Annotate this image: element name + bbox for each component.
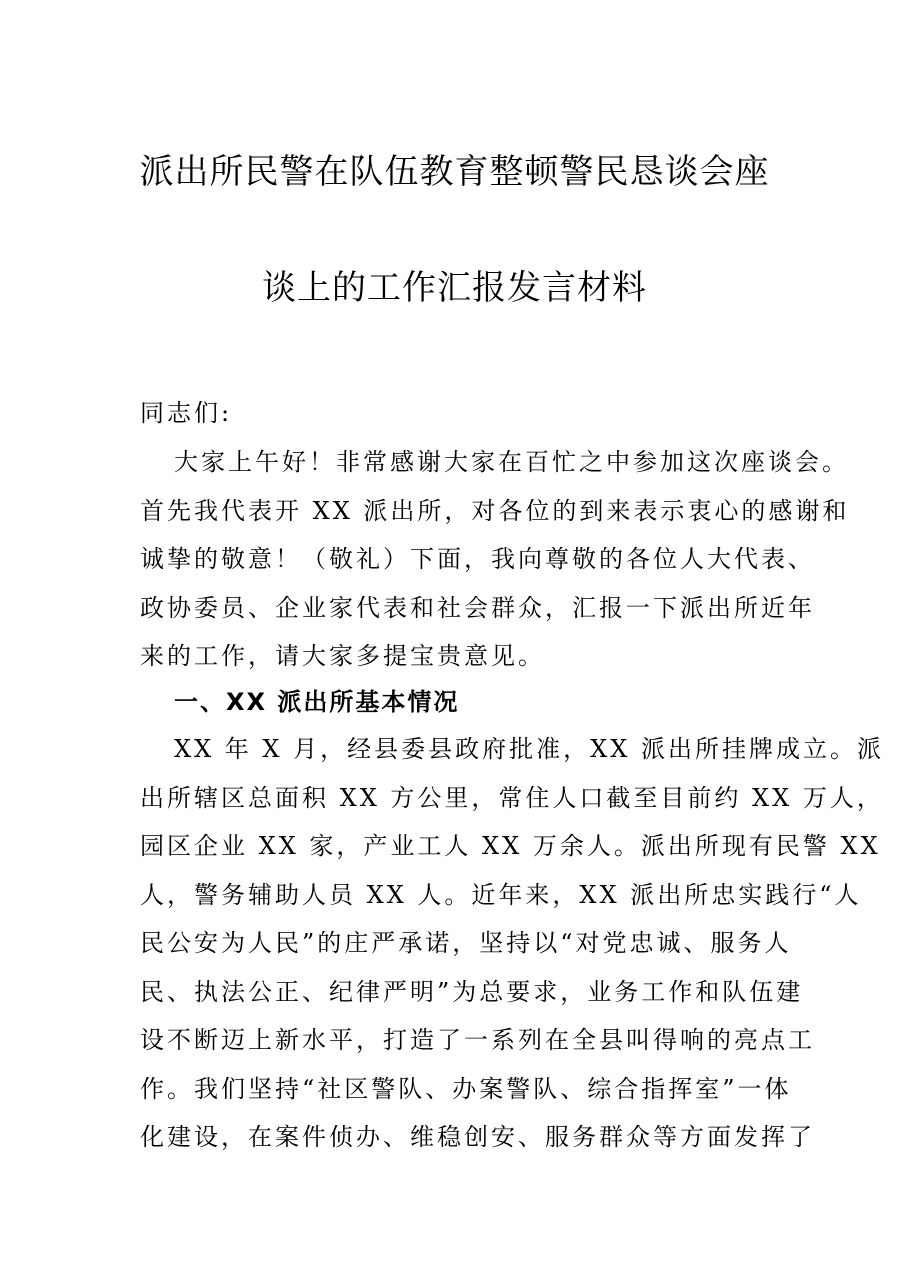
paragraph-line: XX 年 X 月，经县委县政府批准，XX 派出所挂牌成立。派 — [174, 735, 884, 763]
paragraph-line: 化建设，在案件侦办、维稳创安、服务群众等方面发挥了 — [140, 1123, 815, 1151]
paragraph-basic-info — [140, 725, 884, 1162]
paragraph-line: 人，警务辅助人员 XX 人。近年来，XX 派出所忠实践行“人 — [140, 880, 862, 909]
section-heading-1: 一、XX 派出所基本情况 — [174, 688, 460, 716]
paragraph-line: 首先我代表开 XX 派出所，对各位的到来表示衷心的感谢和 — [140, 496, 850, 525]
paragraph-line: 民公安为人民”的庄严承诺，坚持以“对党忠诚、服务人 — [140, 929, 792, 957]
paragraph-opening — [140, 438, 850, 681]
paragraph-line: 政协委员、企业家代表和社会群众，汇报一下派出所近年 — [140, 593, 815, 622]
paragraph-line: 来的工作，请大家多提宝贵意见。 — [140, 642, 545, 670]
paragraph-line: 设不断迈上新水平，打造了一系列在全县叫得响的亮点工 — [140, 1026, 815, 1054]
paragraph-line: 作。我们坚持“社区警队、办案警队、综合指挥室”一体 — [140, 1074, 792, 1103]
paragraph-line: 诚挚的敬意！（敬礼）下面，我向尊敬的各位人大代表、 — [140, 545, 815, 573]
paragraph-line: 大家上午好！非常感谢大家在百忙之中参加这次座谈会。 — [174, 448, 849, 476]
paragraph-line: 园区企业 XX 家，产业工人 XX 万余人。派出所现有民警 XX — [140, 832, 881, 860]
paragraph-line: 民、执法公正、纪律严明”为总要求，业务工作和队伍建 — [140, 977, 804, 1006]
document-title-line-2: 谈上的工作汇报发言材料 — [262, 268, 647, 308]
salutation: 同志们: — [140, 399, 233, 427]
paragraph-line: 出所辖区总面积 XX 方公里，常住人口截至目前约 XX 万人， — [140, 783, 884, 812]
document-title-line-1: 派出所民警在队伍教育整顿警民恳谈会座 — [139, 152, 770, 192]
